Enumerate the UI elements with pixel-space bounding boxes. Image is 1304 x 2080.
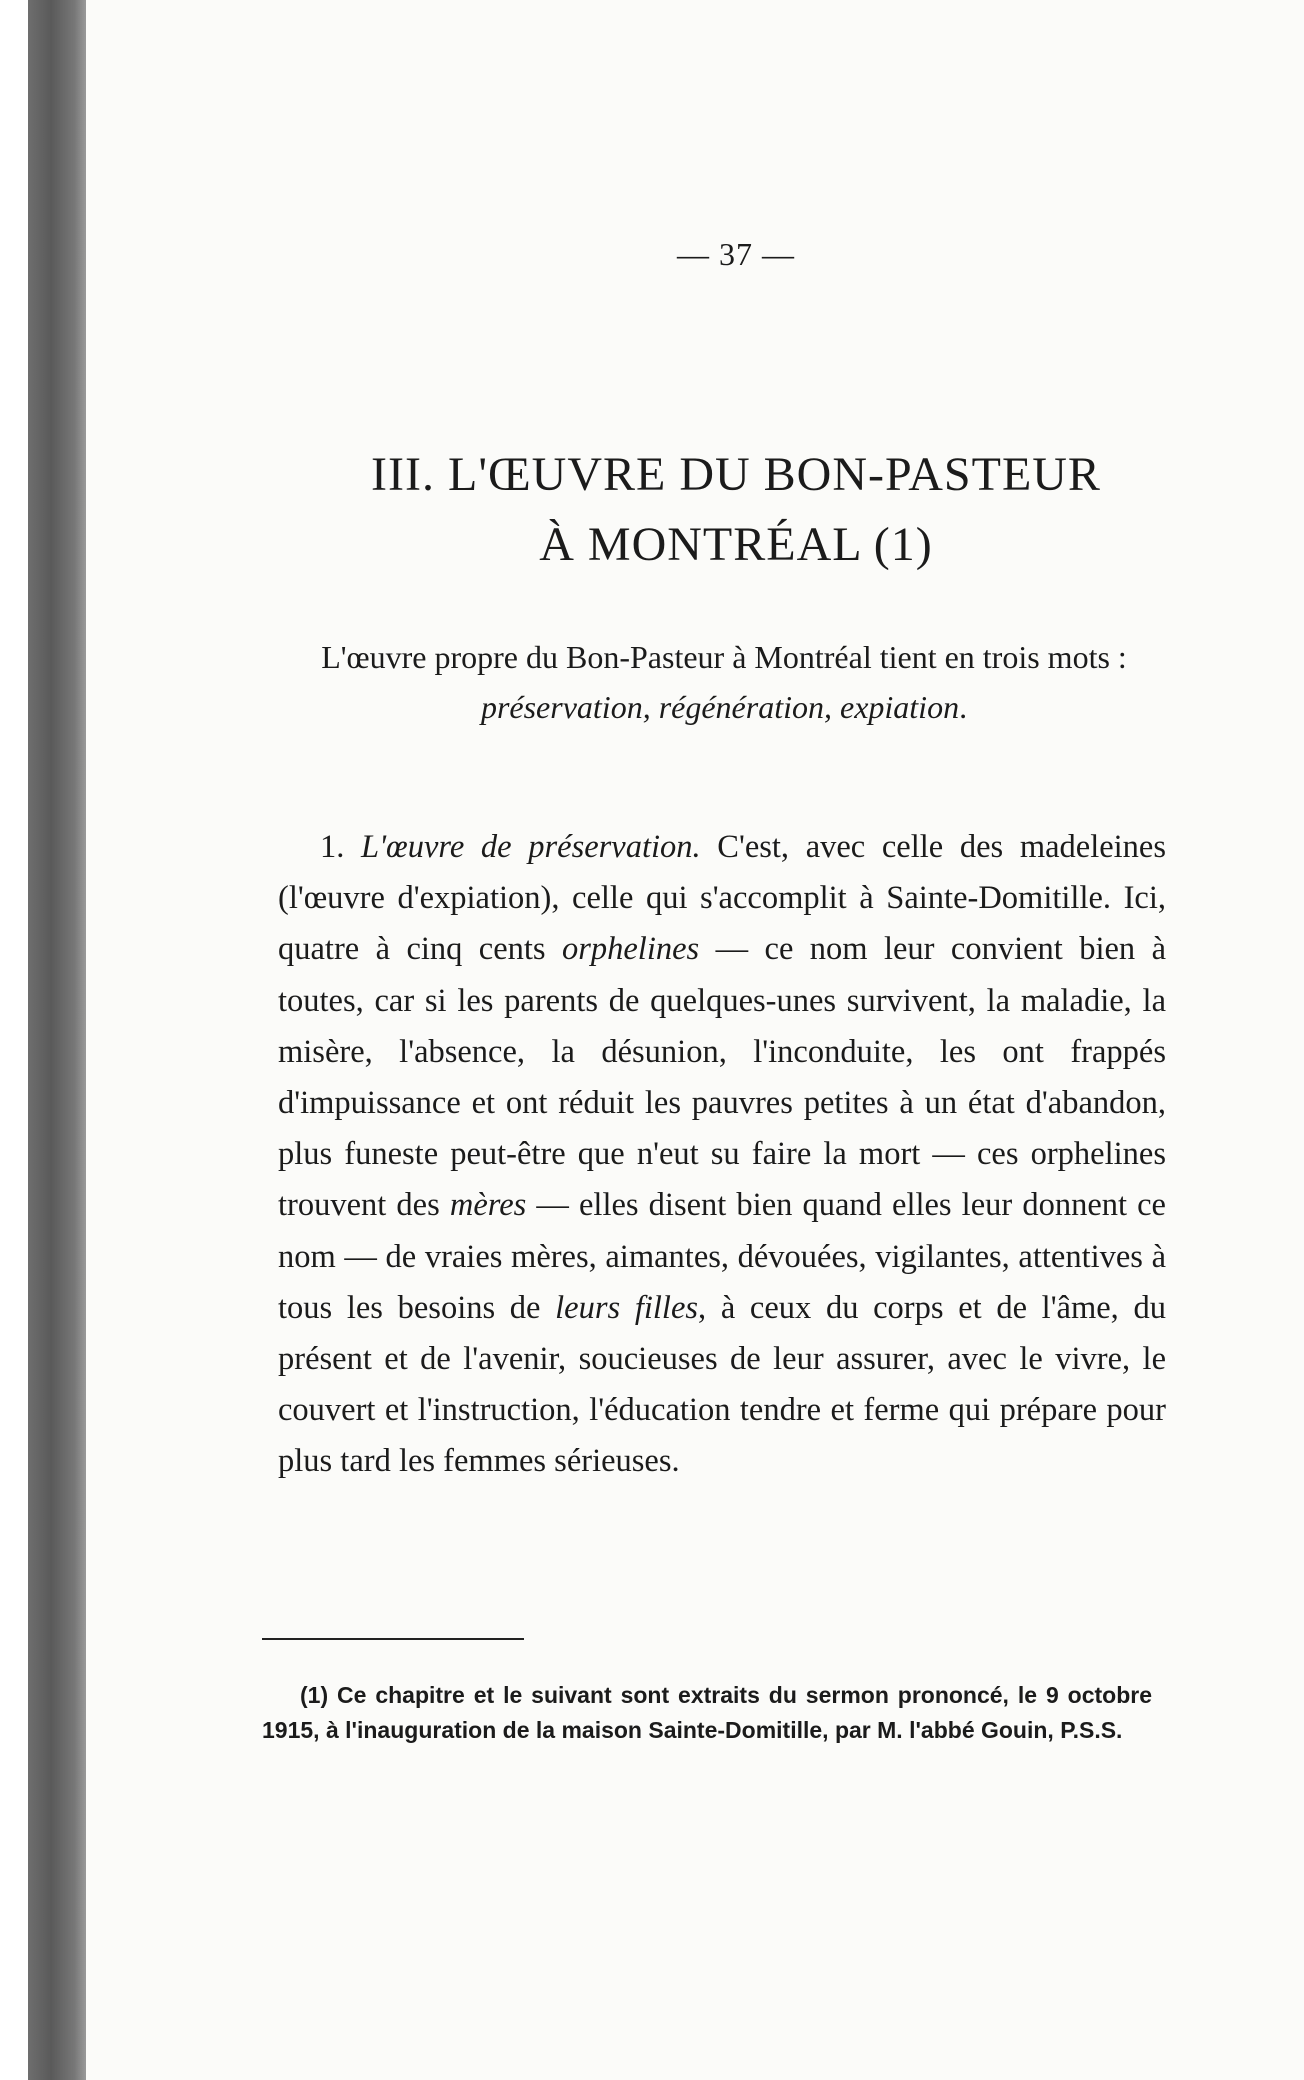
spine-shadow (28, 0, 86, 2080)
section-heading: L'œuvre de préservation. (361, 829, 701, 865)
binding-edge (0, 0, 28, 2080)
emphasis-meres: mères (449, 1187, 527, 1224)
section-number: 1. (320, 829, 362, 865)
paragraph-text-a: C'est, avec celle des madeleines (l'œuvre d'expiation), celle qui s'accomplit à Sainte-Domitille. Ici, quatre à cinq cents (278, 829, 1167, 968)
book-page (86, 0, 1304, 2080)
paragraph-text-d: , à ceux du corps et de l'âme, du présent et de l'avenir, soucieuses de leur assurer, avec le vivre, le couvert et l'instruction, l'éducation tendre et ferme qui prépare pour plus tard les femmes sérieuses. (278, 1289, 1166, 1480)
page-number: — 37 — (677, 236, 795, 272)
emphasis-leurs-filles: leurs filles (555, 1289, 699, 1326)
intro-end: . (959, 689, 968, 725)
chapter-title-line-2: À MONTRÉAL (1) (539, 518, 933, 571)
intro-keywords: préservation, régénération, expiation (480, 689, 960, 725)
footnote (262, 1678, 1152, 1748)
paragraph-text-b: — ce nom leur convient bien à toutes, car si les parents de quelques-unes survivent, la maladie, la misère, l'absence, la désunion, l'inconduite, les ont frappés d'impuissance et ont réduit les pauvres petites à un état d'abandon, plus funeste peut-être que n'eut su faire la mort — ces orphelines trouvent des (278, 931, 1166, 1224)
section-body (278, 822, 1166, 1488)
intro-paragraph (278, 632, 1170, 732)
emphasis-orphelines: orphelines (561, 931, 700, 968)
footnote-divider (262, 1638, 524, 1640)
section-1-paragraph (278, 822, 1166, 1488)
intro-lead: L'œuvre propre du Bon-Pasteur à Montréal tient en trois mots : (321, 639, 1127, 675)
paragraph-text-c: — elles disent bien quand elles leur donnent ce nom — de vraies mères, aimantes, dévouées, vigilantes, attentives à tous les besoins de (278, 1187, 1166, 1326)
chapter-title-line-1: III. L'ŒUVRE DU BON-PASTEUR (371, 448, 1101, 501)
chapter-title (276, 440, 1196, 580)
footnote-text: (1) Ce chapitre et le suivant sont extraits du sermon prononcé, le 9 octobre 1915, à l'inauguration de la maison Sainte-Domitille, par M. l'abbé Gouin, P.S.S. (262, 1682, 1152, 1743)
